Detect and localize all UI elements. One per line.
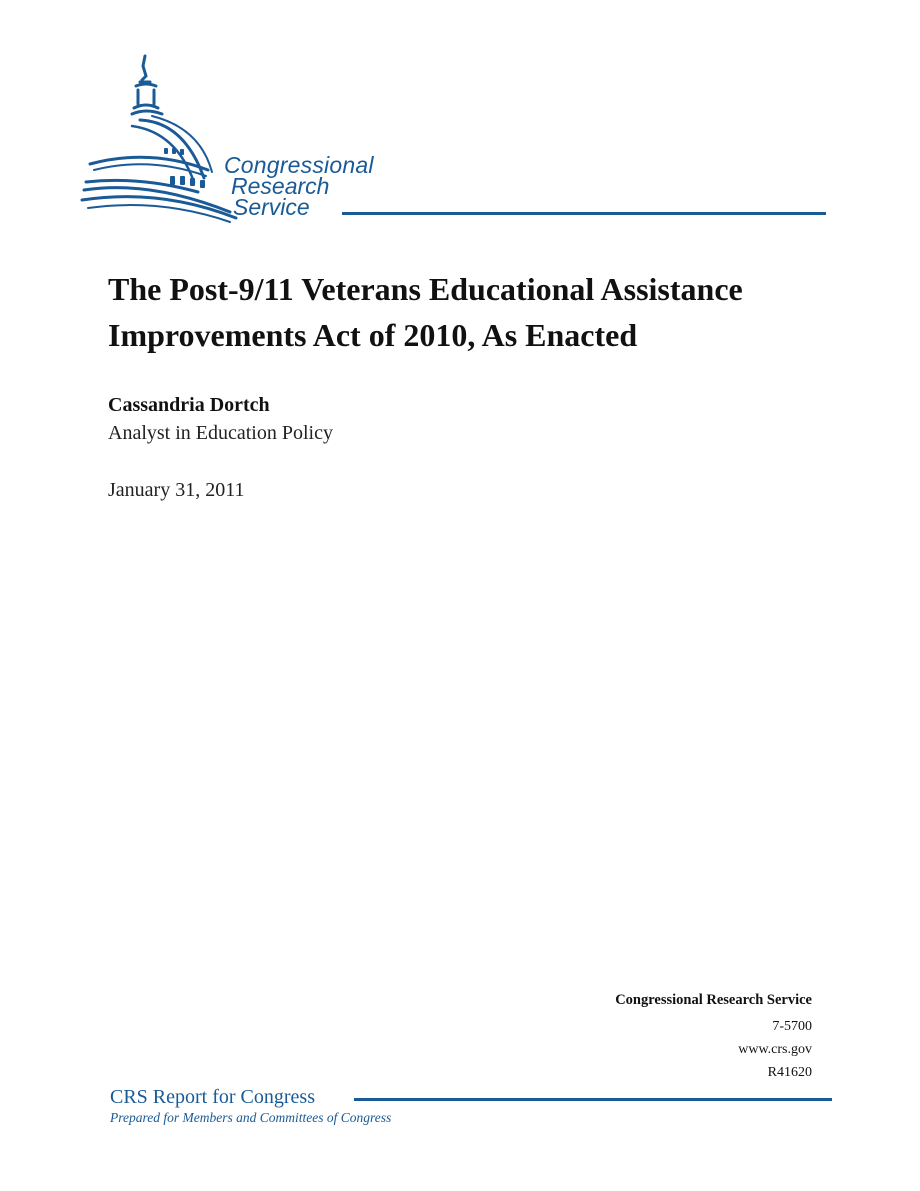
crs-logo — [80, 52, 840, 224]
crs-organization: Congressional Research Service — [615, 992, 812, 1008]
report-title — [108, 266, 848, 358]
report-title-line-1: The Post-9/11 Veterans Educational Assistance — [108, 271, 743, 307]
author-name: Cassandria Dortch — [108, 394, 270, 416]
header-rule — [342, 212, 826, 215]
logo-line-research: Research — [231, 173, 330, 199]
crs-info-block — [615, 989, 812, 1084]
report-title-line-2: Improvements Act of 2010, As Enacted — [108, 317, 638, 353]
footer-subtitle: Prepared for Members and Committees of Congress — [110, 1110, 392, 1125]
logo-line-congressional: Congressional — [224, 152, 374, 178]
footer-title: CRS Report for Congress — [110, 1086, 315, 1108]
logo-wordmark — [224, 152, 374, 220]
report-number: R41620 — [767, 1065, 812, 1080]
author-role: Analyst in Education Policy — [108, 422, 333, 444]
capitol-dome-icon — [80, 52, 240, 224]
logo-line-service: Service — [233, 194, 310, 220]
crs-phone: 7-5700 — [772, 1019, 812, 1034]
report-date: January 31, 2011 — [108, 479, 245, 501]
crs-website[interactable]: www.crs.gov — [738, 1042, 812, 1057]
footer-rule — [354, 1098, 832, 1101]
